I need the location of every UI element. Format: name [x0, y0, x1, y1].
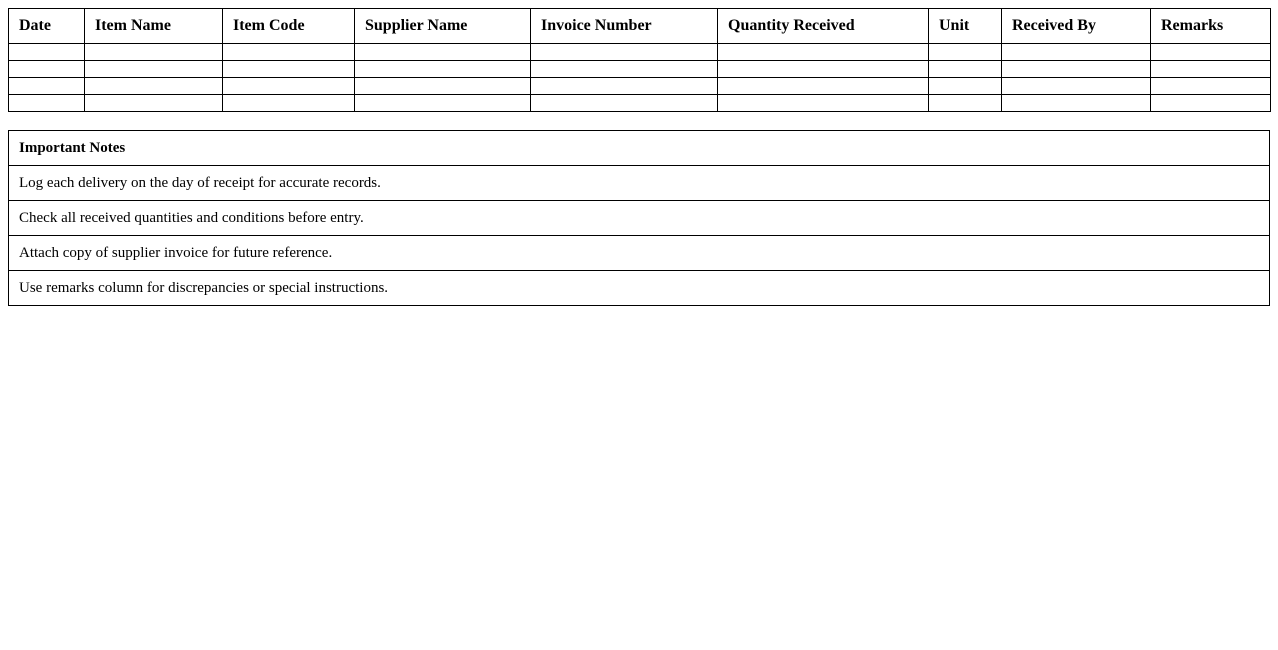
- list-item: [9, 236, 1270, 271]
- table-row: [9, 44, 1271, 61]
- table-cell[interactable]: [9, 95, 85, 112]
- column-header-item-name: Item Name: [85, 9, 223, 44]
- column-header-received-by: Received By: [1002, 9, 1151, 44]
- list-item: [9, 166, 1270, 201]
- table-cell[interactable]: [718, 44, 929, 61]
- table-cell[interactable]: [531, 61, 718, 78]
- table-cell[interactable]: [1002, 78, 1151, 95]
- table-cell[interactable]: [85, 95, 223, 112]
- table-cell[interactable]: [718, 78, 929, 95]
- notes-header-row: [9, 131, 1270, 166]
- table-row: [9, 95, 1271, 112]
- table-cell[interactable]: [355, 44, 531, 61]
- table-cell[interactable]: [531, 95, 718, 112]
- table-cell[interactable]: [929, 95, 1002, 112]
- table-header-row: [9, 9, 1271, 44]
- note-text: Log each delivery on the day of receipt for accurate records.: [9, 166, 1270, 201]
- table-cell[interactable]: [1002, 44, 1151, 61]
- table-cell[interactable]: [1002, 95, 1151, 112]
- table-cell[interactable]: [223, 95, 355, 112]
- table-cell[interactable]: [9, 61, 85, 78]
- table-cell[interactable]: [1151, 78, 1271, 95]
- notes-title: Important Notes: [9, 131, 1270, 166]
- table-cell[interactable]: [929, 44, 1002, 61]
- column-header-item-code: Item Code: [223, 9, 355, 44]
- column-header-quantity-received: Quantity Received: [718, 9, 929, 44]
- table-cell[interactable]: [1002, 61, 1151, 78]
- table-cell[interactable]: [1151, 95, 1271, 112]
- important-notes-table: [8, 130, 1270, 306]
- column-header-invoice-number: Invoice Number: [531, 9, 718, 44]
- table-cell[interactable]: [355, 78, 531, 95]
- table-cell[interactable]: [85, 44, 223, 61]
- note-text: Check all received quantities and conditions before entry.: [9, 201, 1270, 236]
- table-cell[interactable]: [355, 61, 531, 78]
- note-text: Use remarks column for discrepancies or special instructions.: [9, 271, 1270, 306]
- table-cell[interactable]: [929, 78, 1002, 95]
- table-cell[interactable]: [531, 44, 718, 61]
- table-cell[interactable]: [718, 95, 929, 112]
- delivery-log-table: [8, 8, 1271, 112]
- table-cell[interactable]: [9, 44, 85, 61]
- list-item: [9, 201, 1270, 236]
- column-header-remarks: Remarks: [1151, 9, 1271, 44]
- table-cell[interactable]: [9, 78, 85, 95]
- column-header-unit: Unit: [929, 9, 1002, 44]
- list-item: [9, 271, 1270, 306]
- table-cell[interactable]: [929, 61, 1002, 78]
- table-row: [9, 78, 1271, 95]
- column-header-supplier-name: Supplier Name: [355, 9, 531, 44]
- column-header-date: Date: [9, 9, 85, 44]
- note-text: Attach copy of supplier invoice for future reference.: [9, 236, 1270, 271]
- table-cell[interactable]: [1151, 44, 1271, 61]
- table-cell[interactable]: [223, 61, 355, 78]
- table-row: [9, 61, 1271, 78]
- table-cell[interactable]: [85, 78, 223, 95]
- table-cell[interactable]: [85, 61, 223, 78]
- table-cell[interactable]: [355, 95, 531, 112]
- table-cell[interactable]: [1151, 61, 1271, 78]
- table-cell[interactable]: [718, 61, 929, 78]
- table-cell[interactable]: [223, 78, 355, 95]
- table-cell[interactable]: [223, 44, 355, 61]
- table-cell[interactable]: [531, 78, 718, 95]
